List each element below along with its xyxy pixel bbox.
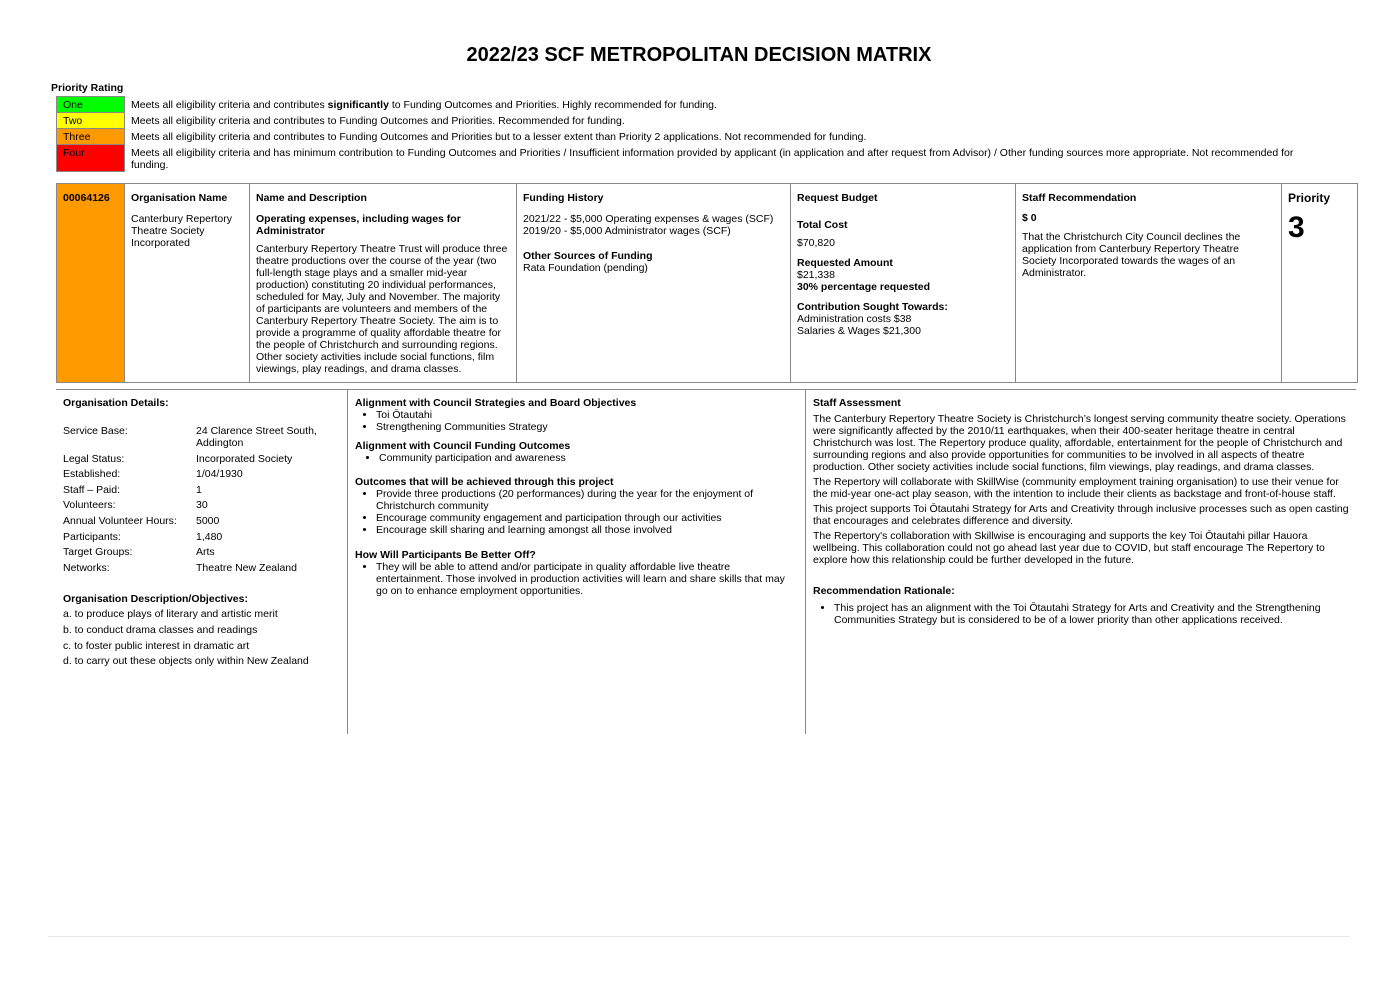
objective-item: c. to foster public interest in dramatic art [63, 639, 250, 652]
priority-value: 3 [1288, 211, 1305, 244]
organisation-name-header: Organisation Name [131, 192, 228, 204]
priority-rating-row [57, 145, 1316, 172]
priority-rating-heading: Priority Rating [51, 82, 124, 94]
priority-header: Priority [1288, 191, 1331, 205]
better-off-list [355, 561, 799, 597]
detail-value: 1,480 [196, 530, 223, 543]
detail-row [63, 515, 341, 531]
detail-row [63, 484, 341, 500]
outcomes-heading: Alignment with Council Funding Outcomes [355, 440, 571, 452]
priority-description [125, 129, 1316, 145]
detail-label: Annual Volunteer Hours: [63, 514, 177, 527]
priority-swatch: Four [57, 145, 125, 172]
detail-row [63, 562, 341, 578]
priority-description [125, 97, 1316, 113]
priority-description-text: Meets all eligibility criteria and contributes [131, 98, 328, 111]
detail-label: Legal Status: [63, 452, 125, 465]
application-id-cell [57, 184, 125, 382]
detail-value: 5000 [196, 514, 220, 527]
detail-value: 1/04/1930 [196, 468, 243, 481]
detail-label: Staff – Paid: [63, 483, 121, 496]
priority-description-text: to Funding Outcomes and Priorities. Highly recommended for funding. [388, 98, 717, 111]
page-title: 2022/23 SCF METROPOLITAN DECISION MATRIX [466, 44, 932, 66]
list-item: • Encourage community engagement and participation through our activities [376, 512, 799, 524]
priority-swatch: Two [57, 113, 125, 129]
strategies-heading: Alignment with Council Strategies and Board Objectives [355, 397, 637, 409]
staff-recommendation-header: Staff Recommendation [1022, 192, 1137, 204]
staff-recommendation-text: That the Christchurch City Council declines the application from Canterbury Repertory Theatre Society Incorporated towards the wages of an Administrator. [1022, 231, 1241, 279]
detail-label: Service Base: [63, 425, 128, 437]
priority-rating-legend [56, 96, 1316, 172]
assessment-paragraph: The Repertory's collaboration with Skillwise is encouraging and supports the key Toi Ōtautahi pillar Hauora wellbeing. This collaboration could not go ahead last year due to COVID, but staff encourage The Repertory to explore how this relationship could be further developed in the future. [813, 530, 1325, 566]
requested-amount: $21,338 [797, 269, 835, 281]
organisation-details-heading: Organisation Details: [63, 397, 169, 409]
total-cost: $70,820 [797, 237, 835, 249]
detail-value: 30 [196, 499, 208, 512]
assessment-section [56, 389, 1356, 734]
objective-item: a. to produce plays of literary and artistic merit [63, 608, 278, 621]
detail-label: Networks: [63, 561, 110, 574]
contribution-item: Salaries & Wages $21,300 [797, 325, 921, 337]
recommended-amount: $ 0 [1022, 212, 1037, 224]
alignment-column [348, 390, 806, 734]
detail-label: Established: [63, 468, 121, 481]
total-cost-label: Total Cost [797, 219, 848, 231]
other-sources: Rata Foundation (pending) [523, 262, 648, 274]
priority-rating-row [57, 97, 1316, 113]
request-budget-cell [791, 184, 1016, 382]
rationale-list [813, 602, 1350, 626]
objective-item: d. to carry out these objects only within New Zealand [63, 655, 309, 668]
detail-row [63, 546, 341, 562]
contribution-item: Administration costs $38 [797, 313, 912, 325]
other-sources-header: Other Sources of Funding [523, 250, 653, 262]
detail-row [63, 453, 341, 469]
funding-history-cell [517, 184, 791, 382]
rationale-heading: Recommendation Rationale: [813, 585, 955, 597]
staff-assessment-heading: Staff Assessment [813, 397, 901, 409]
staff-assessment-text [813, 413, 1350, 566]
request-budget-header: Request Budget [797, 192, 878, 204]
percentage-requested: 30% percentage requested [797, 281, 931, 293]
assessment-paragraph: The Repertory will collaborate with SkillWise (community employment training organisation) to use their venue for the mid-year one-act play season, with the intention to include their clients as backstage and front-of-house staff. [813, 476, 1339, 500]
achieved-heading: Outcomes that will be achieved through this project [355, 476, 614, 488]
objective-item: b. to conduct drama classes and readings [63, 623, 258, 636]
list-item: • Provide three productions (20 performances) during the year for the enjoyment of Christchurch community [376, 488, 799, 512]
list-item: • They will be able to attend and/or participate in quality affordable live theatre entertainment. Those involved in production activities will learn and share skills that may go on to enhance employment opportunities. [376, 561, 799, 597]
organisation-name-cell [125, 184, 250, 382]
detail-label: Target Groups: [63, 546, 133, 559]
requested-amount-label: Requested Amount [797, 257, 893, 269]
funding-history-header: Funding History [523, 192, 604, 204]
priority-rating-row [57, 129, 1316, 145]
staff-recommendation-cell [1016, 184, 1282, 382]
priority-swatch: One [57, 97, 125, 113]
priority-description-text: Meets all eligibility criteria and has minimum contribution to Funding Outcomes and Priorities / Insufficient information provided by applicant (in application and after request from Advisor) / Other funding sources more appropriate. Not recommended for funding. [131, 146, 1294, 171]
assessment-paragraph: This project supports Toi Ōtautahi Strategy for Arts and Creativity through inclusive processes such as open casting that encourages and celebrates difference and diversity. [813, 503, 1349, 527]
project-name: Operating expenses, including wages for Administrator [256, 213, 461, 237]
better-off-heading: How Will Participants Be Better Off? [355, 549, 536, 561]
list-item: • This project has an alignment with the Toi Ōtautahi Strategy for Arts and Creativity and the Strengthening Communities Strategy but is considered to be of a lower priority than other applications received. [834, 602, 1350, 626]
detail-label: Participants: [63, 530, 121, 543]
organisation-details-column [56, 390, 348, 734]
detail-value: 24 Clarence Street South, Addington [196, 425, 317, 449]
detail-value: Theatre New Zealand [196, 561, 297, 574]
project-description: Canterbury Repertory Theatre Trust will produce three theatre productions over the course of the year (two full-length stage plays and a smaller mid-year production) constituting 20 individual performances, scheduled for May, July and November. The majority of participants are volunteers and members of the Canterbury Repertory Theatre Society. The aim is to provide a programme of quality affordable theatre for the people of Christchurch and surrounding regions. Other society activities include social functions, film viewings, play readings, and drama classes. [256, 243, 508, 375]
list-item: • Encourage skill sharing and learning amongst all those involved [376, 524, 799, 536]
application-summary [56, 183, 1358, 383]
funding-history-item: 2019/20 - $5,000 Administrator wages (SCF) [523, 225, 731, 237]
detail-value: 1 [196, 483, 202, 496]
priority-description-emphasis: significantly [327, 98, 389, 111]
objectives-list [63, 608, 341, 667]
priority-rating-row [57, 113, 1316, 129]
organisation-name: Canterbury Repertory Theatre Society Incorporated [131, 213, 232, 249]
priority-cell [1282, 184, 1357, 382]
name-description-cell [250, 184, 517, 382]
detail-value: Arts [196, 546, 215, 559]
list-item: • Strengthening Communities Strategy [376, 421, 799, 433]
achieved-list [355, 488, 799, 536]
organisation-details-table [63, 425, 341, 577]
page-divider [48, 936, 1350, 937]
staff-assessment-column [806, 390, 1356, 734]
objectives-heading: Organisation Description/Objectives: [63, 593, 248, 606]
strategies-list [355, 409, 799, 433]
list-item: • Toi Ōtautahi [376, 409, 799, 421]
detail-value: Incorporated Society [196, 452, 293, 465]
priority-description-text: Meets all eligibility criteria and contributes to Funding Outcomes and Priorities. Recommended for funding. [131, 114, 625, 127]
outcomes-list [355, 452, 799, 464]
priority-description [125, 113, 1316, 129]
contribution-label: Contribution Sought Towards: [797, 301, 948, 313]
priority-description-text: Meets all eligibility criteria and contributes to Funding Outcomes and Priorities but to a lesser extent than Priority 2 applications. Not recommended for funding. [131, 130, 867, 143]
detail-row [63, 531, 341, 547]
detail-row [63, 468, 341, 484]
name-description-header: Name and Description [256, 192, 367, 204]
detail-row [63, 425, 341, 453]
assessment-paragraph: The Canterbury Repertory Theatre Society is Christchurch’s longest serving community theatre society. Operations were significantly affected by the 2010/11 earthquakes, when their 400-seater heritage theatre in central Christchurch was lost. The Repertory produce quality, affordable, entertainment for the people of Christchurch and surrounding regions and also provide opportunities for communities to be involved in all aspects of theatre production. Other society activities include social functions, film viewings, play readings, and drama classes. [813, 413, 1346, 473]
priority-swatch: Three [57, 129, 125, 145]
detail-row [63, 499, 341, 515]
application-id: 00064126 [63, 192, 110, 204]
detail-label: Volunteers: [63, 499, 116, 512]
priority-description [125, 145, 1316, 172]
list-item: • Community participation and awareness [379, 452, 799, 464]
funding-history-item: 2021/22 - $5,000 Operating expenses & wages (SCF) [523, 213, 774, 225]
